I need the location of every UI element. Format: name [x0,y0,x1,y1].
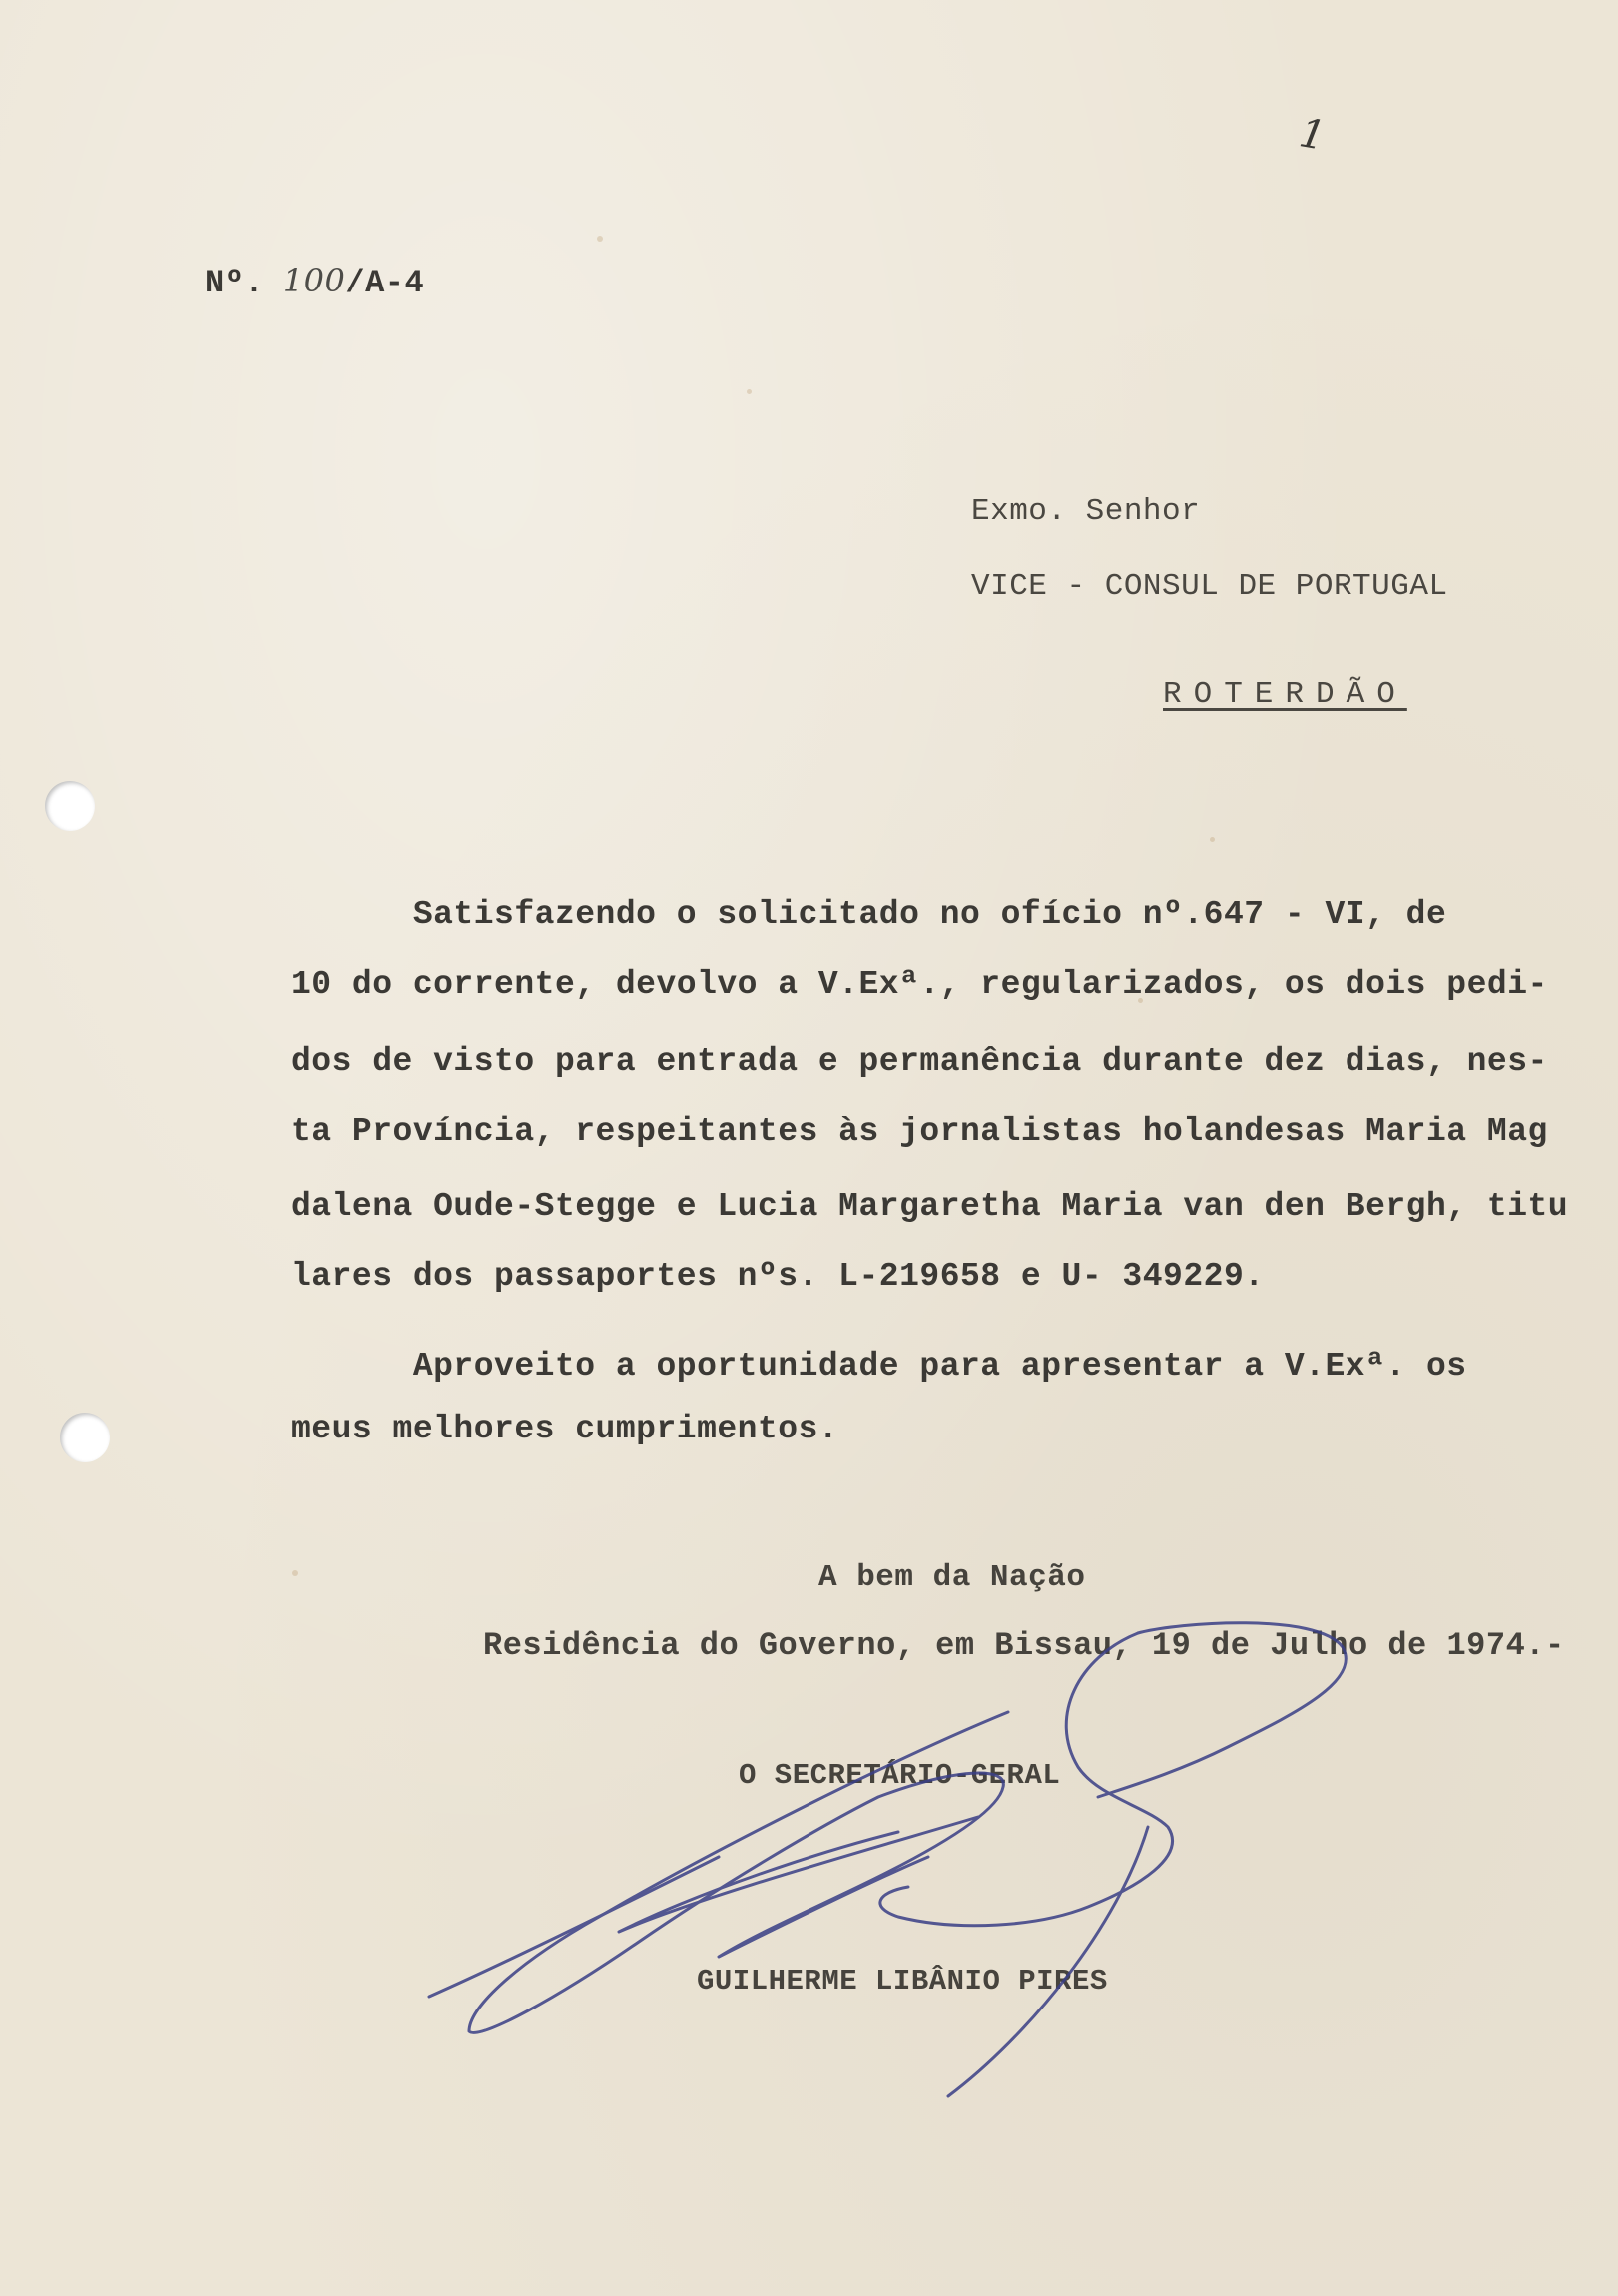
signatory-name: GUILHERME LIBÂNIO PIRES [697,1965,1108,1998]
address-city: ROTERDÃO [1163,677,1407,712]
address-recipient: VICE - CONSUL DE PORTUGAL [971,569,1448,604]
body-line: meus melhores cumprimentos. [291,1411,839,1447]
reference-number [205,262,424,301]
body-line: Satisfazendo o solicitado no ofício nº.647 - VI, de [291,896,1447,933]
body-line: ta Província, respeitantes às jornalistas holandesas Maria Mag [291,1113,1548,1150]
paper-stain [292,1570,298,1576]
body-line: lares dos passaportes nºs. L-219658 e U- 349229. [291,1258,1265,1295]
paper-stain [597,236,603,242]
paper-stain [747,389,752,394]
punch-hole-bottom [60,1413,110,1462]
signatory-title: O SECRETÁRIO-GERAL [739,1759,1061,1792]
body-line: 10 do corrente, devolvo a V.Exª., regularizados, os dois pedi- [291,966,1548,1003]
address-salutation: Exmo. Senhor [971,494,1201,529]
reference-prefix: Nº. [205,265,265,301]
body-line: dos de visto para entrada e permanência durante dez dias, nes- [291,1043,1548,1080]
reference-handwritten-number: 100 [282,262,346,299]
closing-place-date: Residência do Governo, em Bissau, 19 de Julho de 1974.- [483,1627,1565,1664]
reference-suffix: /A-4 [345,265,425,301]
page-number: 1 [1296,110,1330,160]
paper-stain [1210,837,1215,842]
closing-salutation: A bem da Nação [818,1560,1086,1595]
body-line: dalena Oude-Stegge e Lucia Margaretha Maria van den Bergh, titu [291,1188,1569,1225]
punch-hole-top [45,781,95,831]
body-line: Aproveito a oportunidade para apresentar a V.Exª. os [291,1348,1467,1385]
